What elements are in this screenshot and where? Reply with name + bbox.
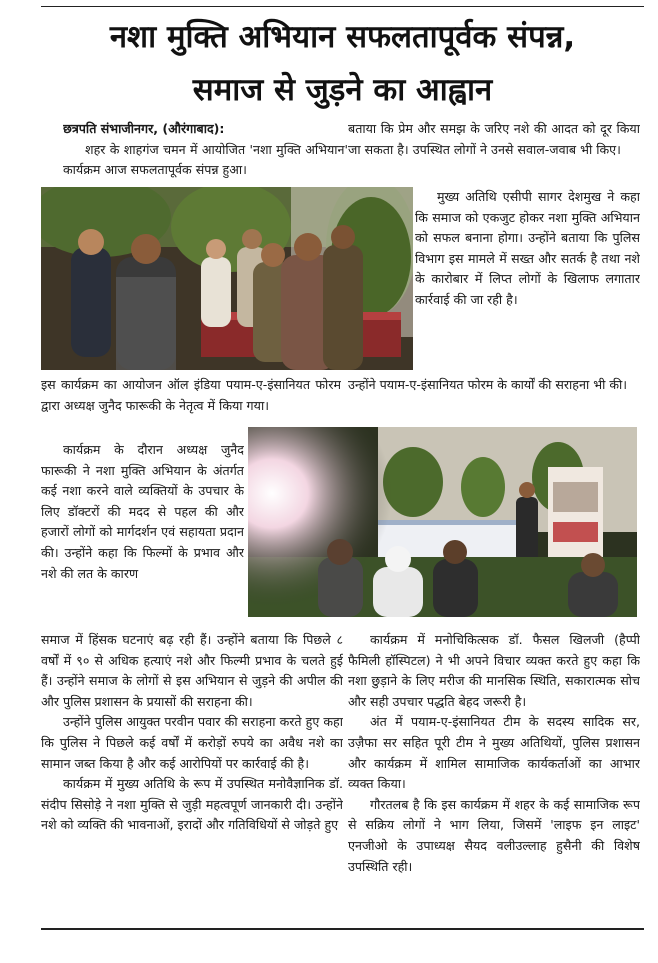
headline-line-2: समाज से जुड़ने का आह्वान [192,72,493,108]
right-column-top [348,119,640,185]
newspaper-article [41,6,644,930]
stage-audience-photo [248,427,637,617]
junaid-paragraph-part-2: समाज में हिंसक घटनाएं बढ़ रही हैं। उन्होंने बताया कि पिछले ८ वर्षों में ९० से अधिक हत्याएं नशे और फिल्मी प्रभाव के चलते हुई हैं। उन्होंने समाज के लोगों से इस अभियान से जुड़ने की अपील की और पुलिस प्रशासन के प्रयासों की सराहना की। [41,632,343,709]
left-column-lower [41,630,343,930]
intro-paragraph: शहर के शाहगंज चमन में आयोजित 'नशा मुक्ति अभियान' कार्यक्रम आज सफलतापूर्वक संपन्न हुआ। [63,141,348,178]
headline-line-1: नशा मुक्ति अभियान सफलतापूर्वक संपन्न, [109,19,576,55]
thanks-paragraph: अंत में पयाम-ए-इंसानियत टीम के सदस्य सादिक सर, उज़ैफा सर सहित पूरी टीम ने मुख्य अतिथियों, पुलिस प्रशासन और कार्यक्रम में शामिल सामाजिक कार्यकर्ताओं का आभार व्यक्त किया। [348,714,640,792]
junaid-paragraph-part-1: कार्यक्रम के दौरान अध्यक्ष जुनैद फारूकी ने नशा मुक्ति अभियान के अंतर्गत कई नशा करने वाले व्यक्तियों के उपचार के लिए डॉक्टरों की मदद से पहल की और हजारों लोगों को मार्गदर्शन एवं सहायता प्रदान की। उन्होंने कहा कि फिल्मों के प्रभाव और नशे की लत के कारण [41,442,244,581]
police-paragraph: उन्होंने पुलिस आयुक्त परवीन पवार की सराहना करते हुए कहा कि पुलिस ने पिछले कई वर्षों में करोड़ों रुपये का अवैध नशे का सामान जब्त किया है और कई आरोपियों पर कार्रवाई की है। [41,714,343,771]
right-column-lower [348,630,640,930]
notable-paragraph: गौरतलब है कि इस कार्यक्रम में शहर के कई सामाजिक रूप से सक्रिय लोगों ने भाग लिया, जिसमें 'लाइफ इन लाइट' एनजीओ के उपाध्यक्ष सैयद वलीउल्लाह हुसैनी की विशेष उपस्थिति रही। [348,796,640,874]
organizer-paragraph: इस कार्यक्रम का आयोजन ऑल इंडिया पयाम-ए-इंसानियत फोरम द्वारा अध्यक्ष जुनैद फारूकी के नेतृत्व में किया गया। [41,377,341,413]
event-gathering-photo [41,187,413,370]
love-paragraph: बताया कि प्रेम और समझ के जरिए नशे की आदत को दूर किया जा सकता है। उपस्थित लोगों ने उनसे सवाल-जवाब भी किए। [348,121,640,157]
sagar-paragraph-part-1: मुख्य अतिथि एसीपी सागर देशमुख ने कहा कि समाज को एकजुट होकर नशा मुक्ति अभियान को सफल बनाना होगा। उन्होंने बताया कि पुलिस विभाग इस मामले में सख्त और सतर्क है तथा नशे के कारोबार में लिप्त लोगों के खिलाफ लगातार कार्रवाई की जा रही है। [415,189,640,307]
dateline: छत्रपति संभाजीनगर, (औरंगाबाद): [63,121,225,136]
sagar-paragraph-part-2: उन्होंने पयाम-ए-इंसानियत फोरम के कार्यों की सराहना भी की। [348,377,628,392]
sagar-paragraph-narrow [415,187,640,373]
sagar-paragraph-block [348,375,640,420]
faisal-paragraph: कार्यक्रम में मनोचिकित्सक डॉ. फैसल खिलजी (हैप्पी फैमिली हॉस्पिटल) ने भी अपने विचार व्यक्त करते हुए कहा कि नशा छुड़ाने के लिए मरीज की मानसिक स्थिति, सकारात्मक सोच और सही उपचार पद्धति बेहद जरूरी है। [348,632,640,709]
sisode-paragraph: कार्यक्रम में मुख्य अतिथि के रूप में उपस्थित मनोवैज्ञानिक डॉ. संदीप सिसोड़े ने नशा मुक्ति से जुड़ी महत्वपूर्ण जानकारी दी। उन्होंने नशे को व्यक्ति की भावनाओं, इरादों और गतिविधियों से जोड़ते हुए [41,776,343,833]
junaid-paragraph-narrow [41,440,244,626]
left-column-intro [63,119,348,189]
